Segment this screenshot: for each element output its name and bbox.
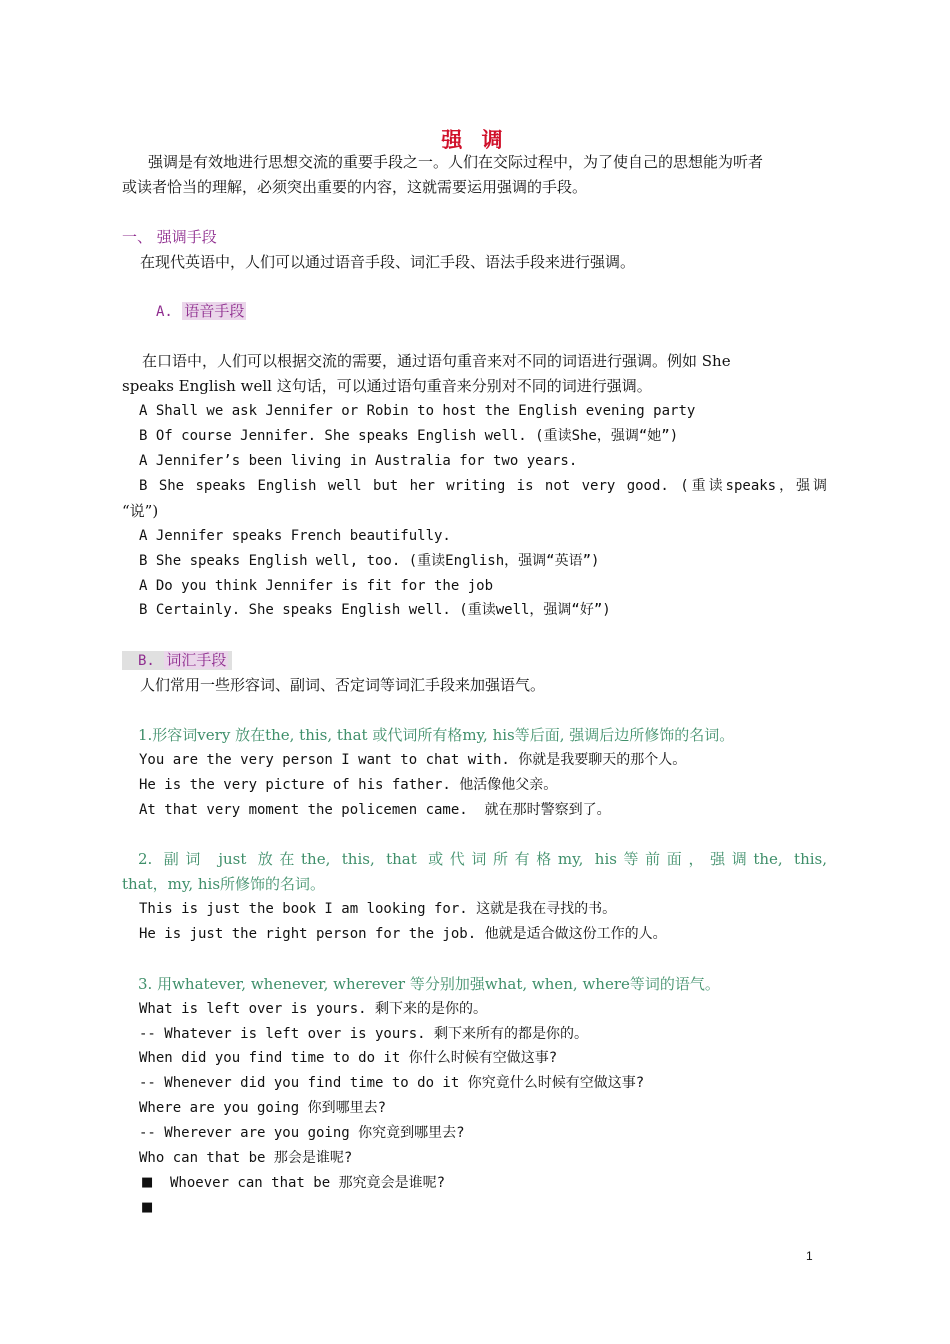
section-b-label: B. xyxy=(138,653,155,669)
intro-line-1: 强调是有效地进行思想交流的重要手段之一。人们在交际过程中，为了使自己的思想能为听者 xyxy=(148,153,764,171)
example-line: -- Whatever is left over is yours. 剩下来所有的都是你的。 xyxy=(139,1026,589,1042)
bullet-square-icon: ■ xyxy=(141,1200,154,1215)
dialogue-line: A Jennifer speaks French beautifully. xyxy=(139,528,451,544)
dialogue-line: A Shall we ask Jennifer or Robin to host the English evening party xyxy=(139,403,696,419)
example-line: When did you find time to do it 你什么时候有空做这事? xyxy=(139,1050,558,1066)
section-a-para-line-1: 在口语中，人们可以根据交流的需要，通过语句重音来对不同的词语进行强调。例如 She xyxy=(142,352,731,370)
page-number: 1 xyxy=(806,1249,813,1263)
dialogue-line: “说”) xyxy=(122,502,159,520)
example-line: -- Whenever did you find time to do it 你究竟什么时候有空做这事? xyxy=(139,1075,645,1091)
example-line: Who can that be 那会是谁呢? xyxy=(139,1150,353,1166)
dialogue-line: A Jennifer’s been living in Australia for two years. xyxy=(139,453,578,469)
example-line: What is left over is yours. 剩下来的是你的。 xyxy=(139,1001,488,1017)
rule-2-heading-line-1: 2. 副词 just 放在the, this, that 或代词所有格my, his等前面，强调the, this, xyxy=(138,850,827,868)
dialogue-line: B She speaks English well, too. (重读English，强调“英语”) xyxy=(139,553,600,569)
section-a-title: 语音手段 xyxy=(184,302,245,320)
section-1-text: 在现代英语中，人们可以通过语音手段、词汇手段、语法手段来进行强调。 xyxy=(140,253,636,271)
bullet-square-icon: ■ xyxy=(141,1175,154,1190)
dialogue-line: B She speaks English well but her writing is not very good. (重读speaks，强调 xyxy=(139,478,827,494)
dialogue-line: B Of course Jennifer. She speaks English well. (重读She，强调“她”) xyxy=(139,428,679,444)
example-line: -- Wherever are you going 你究竟到哪里去? xyxy=(139,1125,465,1141)
rule-3-heading: 3. 用whatever, whenever, wherever 等分别加强what, when, where等词的语气。 xyxy=(138,975,720,993)
dialogue-line: B Certainly. She speaks English well. (重读well，强调“好”) xyxy=(139,602,611,618)
section-b-title: 词汇手段 xyxy=(166,651,227,669)
section-b-text: 人们常用一些形容词、副词、否定词等词汇手段来加强语气。 xyxy=(140,676,546,694)
rule-1-heading: 1.形容词very 放在the, this, that 或代词所有格my, his等后面, 强调后边所修饰的名词。 xyxy=(138,726,735,744)
section-a-para-line-2: speaks English well 这句话，可以通过语句重音来分别对不同的词进行强调。 xyxy=(122,377,652,395)
example-line: He is just the right person for the job. 他就是适合做这份工作的人。 xyxy=(139,926,667,942)
example-line: This is just the book I am looking for. 这就是我在寻找的书。 xyxy=(139,901,617,917)
example-line: Whoever can that be 那究竟会是谁呢? xyxy=(170,1175,446,1191)
section-a-label: A. xyxy=(156,304,173,320)
rule-2-heading-line-2: that，my, his所修饰的名词。 xyxy=(122,875,326,893)
dialogue-line: A Do you think Jennifer is fit for the job xyxy=(139,578,494,594)
section-heading-1: 一、 强调手段 xyxy=(122,228,217,246)
example-line: He is the very picture of his father. 他活像他父亲。 xyxy=(139,777,558,793)
page-title: 强 调 xyxy=(441,127,509,152)
section-b-heading xyxy=(122,651,232,670)
example-line: Where are you going 你到哪里去? xyxy=(139,1100,387,1116)
example-line: At that very moment the policemen came. 就在那时警察到了。 xyxy=(139,802,611,818)
intro-line-2: 或读者恰当的理解，必须突出重要的内容，这就需要运用强调的手段。 xyxy=(122,178,588,196)
example-line: You are the very person I want to chat with. 你就是我要聊天的那个人。 xyxy=(139,752,687,768)
section-a-heading xyxy=(156,302,246,321)
